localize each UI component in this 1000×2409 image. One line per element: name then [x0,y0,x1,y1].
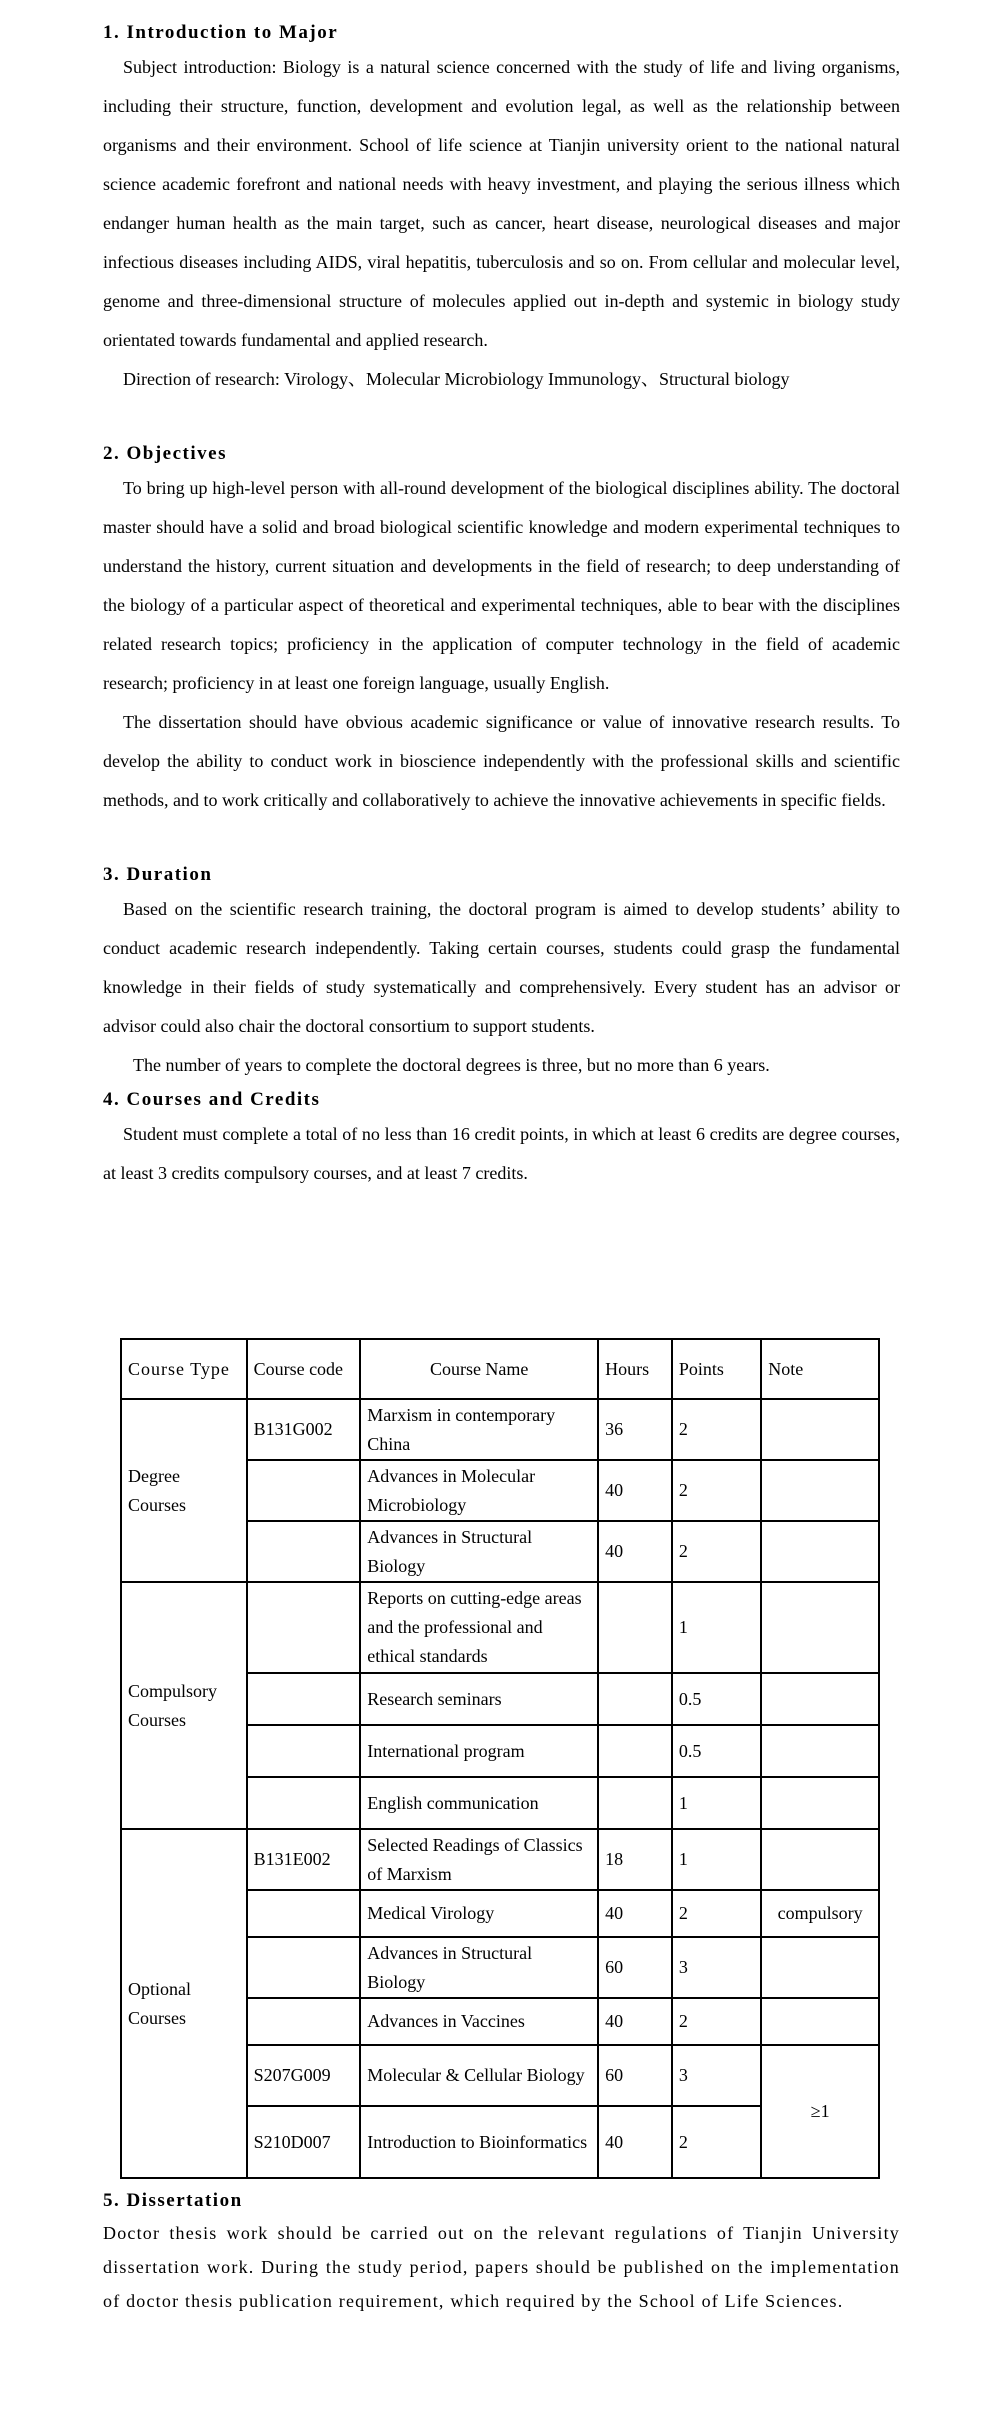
hours-cell [598,1673,672,1725]
section-1-paragraph-1: Subject introduction: Biology is a natural science concerned with the study of life and living organisms, including their structure, function, development and evolution legal, as well as the relationship between organisms and their environment. School of life science at Tianjin university orient to the national natural science academic forefront and national needs with heavy investment, and playing the serious illness which endanger human health as the main target, such as cancer, heart disease, neurological diseases and major infectious diseases including AIDS, viral hepatitis, tuberculosis and so on. From cellular and molecular level, genome and three-dimensional structure of molecules applied out in-depth and systemic in biology study orientated towards fundamental and applied research. [103,57,900,350]
hours-cell: 40 [598,2106,672,2178]
points-cell: 1 [672,1582,761,1673]
note-cell [761,1937,879,1998]
course-code-cell [247,1998,361,2045]
points-cell: 2 [672,1460,761,1521]
course-name-cell: International program [360,1725,598,1777]
section-1-paragraph-2: Direction of research: Virology、Molecular Microbiology Immunology、Structural biology [123,369,790,389]
hours-cell [598,1725,672,1777]
hours-cell [598,1777,672,1829]
points-cell: 2 [672,1890,761,1937]
points-cell: 3 [672,1937,761,1998]
course-name-cell: Reports on cutting-edge areas and the professional and ethical standards [360,1582,598,1673]
header-course-code: Course code [247,1339,361,1399]
header-hours: Hours [598,1339,672,1399]
courses-table [120,1338,880,2179]
course-name-cell: Advances in Molecular Microbiology [360,1460,598,1521]
group-degree-courses: Degree Courses [121,1399,247,1582]
note-cell [761,1725,879,1777]
course-name-cell: Selected Readings of Classics of Marxism [360,1829,598,1890]
points-cell: 2 [672,1399,761,1460]
note-cell [761,1829,879,1890]
course-code-cell [247,1725,361,1777]
note-cell [761,1521,879,1582]
table-header-row [121,1339,879,1399]
header-course-type: Course Type [121,1339,247,1399]
note-cell-min-credits: ≥1 [761,2045,879,2178]
section-3-heading: 3. Duration [103,864,213,885]
note-cell [761,1460,879,1521]
group-optional-courses: Optional Courses [121,1829,247,2178]
section-3-paragraph-2: The number of years to complete the doctoral degrees is three, but no more than 6 years. [133,1055,770,1075]
section-4-paragraph-1: Student must complete a total of no less than 16 credit points, in which at least 6 credits are degree courses, at least 3 credits compulsory courses, and at least 7 credits. [103,1124,900,1183]
hours-cell: 18 [598,1829,672,1890]
note-cell [761,1582,879,1673]
table-row [121,1582,879,1673]
hours-cell [598,1582,672,1673]
course-code-cell [247,1777,361,1829]
section-2-heading: 2. Objectives [103,443,227,464]
hours-cell: 40 [598,1460,672,1521]
table-row [121,1829,879,1890]
section-2-paragraph-2: The dissertation should have obvious academic significance or value of innovative research results. To develop the ability to conduct work in bioscience independently with the professional skills and scientific methods, and to work critically and collaboratively to achieve the innovative achievements in specific fields. [103,712,900,810]
note-cell: compulsory [761,1890,879,1937]
course-name-cell: Advances in Structural Biology [360,1521,598,1582]
hours-cell: 40 [598,1521,672,1582]
course-code-cell [247,1890,361,1937]
document-body [103,18,900,1193]
course-code-cell [247,1582,361,1673]
points-cell: 2 [672,2106,761,2178]
points-cell: 2 [672,1998,761,2045]
header-points: Points [672,1339,761,1399]
course-name-cell: Research seminars [360,1673,598,1725]
hours-cell: 60 [598,2045,672,2106]
course-code-cell [247,1521,361,1582]
course-code-cell: S207G009 [247,2045,361,2106]
hours-cell: 60 [598,1937,672,1998]
section-4-heading: 4. Courses and Credits [103,1089,321,1110]
course-code-cell [247,1937,361,1998]
points-cell: 0.5 [672,1673,761,1725]
header-note: Note [761,1339,879,1399]
points-cell: 1 [672,1829,761,1890]
section-2-paragraph-1: To bring up high-level person with all-round development of the biological disciplines ability. The doctoral master should have a solid and broad biological scientific knowledge and modern experimental techniques to understand the history, current situation and developments in the field of research; to deep understanding of the biology of a particular aspect of theoretical and experimental techniques, able to bear with the disciplines related research topics; proficiency in the application of computer technology in the field of academic research; proficiency in at least one foreign language, usually English. [103,478,900,693]
course-code-cell: S210D007 [247,2106,361,2178]
points-cell: 1 [672,1777,761,1829]
section-5-paragraph-1: Doctor thesis work should be carried out on the relevant regulations of Tianjin University dissertation work. During the study period, papers should be published on the implementation of doctor thesis publication requirement, which required by the School of Life Sciences. [103,2223,900,2311]
course-name-cell: Advances in Vaccines [360,1998,598,2045]
hours-cell: 36 [598,1399,672,1460]
course-code-cell [247,1673,361,1725]
table-row [121,1399,879,1460]
points-cell: 0.5 [672,1725,761,1777]
section-5 [103,2186,900,2318]
course-name-cell: Marxism in contemporary China [360,1399,598,1460]
note-cell [761,1673,879,1725]
course-name-cell: Advances in Structural Biology [360,1937,598,1998]
course-code-cell: B131E002 [247,1829,361,1890]
points-cell: 3 [672,2045,761,2106]
course-name-cell: English communication [360,1777,598,1829]
group-compulsory-courses: Compulsory Courses [121,1582,247,1829]
header-course-name: Course Name [360,1339,598,1399]
note-cell [761,1777,879,1829]
section-5-heading: 5. Dissertation [103,2190,243,2211]
hours-cell: 40 [598,1890,672,1937]
hours-cell: 40 [598,1998,672,2045]
course-name-cell: Introduction to Bioinformatics [360,2106,598,2178]
course-code-cell [247,1460,361,1521]
course-name-cell: Medical Virology [360,1890,598,1937]
note-cell [761,1998,879,2045]
course-code-cell: B131G002 [247,1399,361,1460]
note-cell [761,1399,879,1460]
points-cell: 2 [672,1521,761,1582]
section-3-paragraph-1: Based on the scientific research training, the doctoral program is aimed to develop students’ ability to conduct academic research independently. Taking certain courses, students could grasp the fundamental knowledge in their fields of study systematically and comprehensively. Every student has an advisor or advisor could also chair the doctoral consortium to support students. [103,899,900,1036]
section-1-heading: 1. Introduction to Major [103,22,339,43]
course-name-cell: Molecular & Cellular Biology [360,2045,598,2106]
